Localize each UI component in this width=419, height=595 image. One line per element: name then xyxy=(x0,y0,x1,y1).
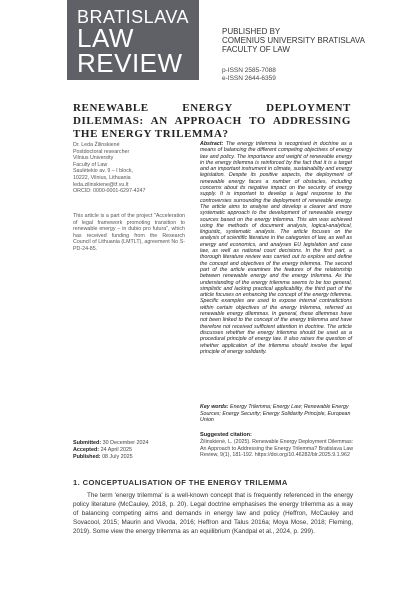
publisher-line: PUBLISHED BY xyxy=(222,27,281,36)
abstract xyxy=(200,141,352,355)
author-name: Dr. Leda Žilinskienė xyxy=(73,142,120,148)
accepted-date: 24 April 2025 xyxy=(100,447,133,453)
logo-line-bratislava: BRATISLAVA xyxy=(77,7,190,27)
author-email-link[interactable]: leda.zilinskiene@tf.vu.lt xyxy=(73,181,129,188)
author-city: 10222, Vilnius, Lithuania xyxy=(73,174,131,181)
author-orcid: ORCID: 0000-0001-6297-4247 xyxy=(73,188,146,195)
author-position: Postdoctoral researcher xyxy=(73,148,130,155)
accepted-date-row xyxy=(73,447,187,454)
article-title: RENEWABLE ENERGY DEPLOYMENT DILEMMAS: AN APPROACH TO ADDRESSING THE ENERGY TRILEMMA? xyxy=(73,102,351,140)
logo-line-review: REVIEW xyxy=(77,47,183,78)
published-date: 08 July 2025 xyxy=(102,454,133,460)
journal-logo xyxy=(67,0,199,80)
funding-note: This article is a part of the project "Acceleration of legal framework promoting transition to renewable energy – in dubio pro futura", which has received funding from the Research Council of Lithuania (LMTLT), agreement No S-PD-24-85. xyxy=(73,213,185,252)
keywords-label: Key words: xyxy=(200,404,229,410)
accepted-label: Accepted: xyxy=(73,447,100,453)
abstract-label: Abstract: xyxy=(200,141,224,147)
author-university: Vilnius University xyxy=(73,155,114,162)
submitted-date: 30 December 2024 xyxy=(102,440,149,446)
submitted-date-row xyxy=(73,440,187,447)
electronic-issn: e-ISSN 2644-6359 xyxy=(222,75,276,82)
article-dates xyxy=(73,440,187,461)
author-info xyxy=(73,142,187,195)
publisher-line: COMENIUS UNIVERSITY BRATISLAVA xyxy=(222,36,365,45)
suggested-citation: Žilinskienė, L. (2025). Renewable Energy Deployment Dilemmas: An Approach to Addressing the Energy Trilemma? Bratislava Law Review, 9(1), 181-192. https://doi.org/10.46282/blr.2025.9.1.962 xyxy=(200,439,354,458)
keywords xyxy=(200,404,352,424)
section-body: The term 'energy trilemma' is a well-known concept that is frequently referenced in the energy policy literature (McCauley, 2018, p. 20). Legal doctrine emphasises the energy trilemma as a way of balancing competing aims and demands in energy law and policy (Heffron, McCauley and Sovacool, 2015; Maurin and Vivoda, 2016; Heffron and Talus 2016a; Moya Mose, 2018; Fleming, 2019). Some view the energy trilemma as an equilibrium (Kandpal et al., 2024, p. 299). xyxy=(73,492,353,535)
submitted-label: Submitted: xyxy=(73,440,102,446)
abstract-text: The energy trilemma is recognised in doctrine as a means of balancing the different competing objectives of energy law and policy. The importance and weight of renewable energy in the energy trilemma is reinforced by the fact that it is a target and an important instrument in climate, sustainability and energy legislation. Despite its positive aspects, the deployment of renewable energy faces a number of obstacles, including concerns about its negative impact on the security of energy supply. It is important to develop a legal response to the controversies surrounding the deployment of renewable energy. The article aims to analyse and develop a clearer and more systematic approach to the development of renewable energy sources based on the energy trilemma. This aim was achieved using the methods of document analysis, logical-analytical, linguistic, systematic analysis. The article focuses on the analysis of scientific literature in the categories of law, as well as energy and economics, and analyses EU legislation and case law, as well as national court decisions. In the first part, a thorough literature review was carried out to explore and define the concept and objectives of the energy trilemma. The second part of the article examines the features of the relationship between renewable energy and the energy trilemma. As the understanding of the energy trilemma seems to be too general, simplistic and lacking practical applicability, the third part of the article focuses on enhancing the concept of the energy trilemma. Specific examples are used to expose internal contradictions within certain objectives of the energy trilemma, referred as renewable energy dilemmas. In general, these dilemmas have not been linked to the concept of the energy trilemma and have therefore not received sufficient attention in doctrine. The article discusses whether the energy trilemma should be used as a procedural principle of energy law. It also raises the question of whether application of the trilemma should involve the legal principle of energy solidarity. xyxy=(200,141,352,355)
published-label: Published: xyxy=(73,454,101,460)
publisher-line: FACULTY OF LAW xyxy=(222,45,290,54)
citation-label: Suggested citation: xyxy=(200,432,252,438)
section-heading: 1. CONCEPTUALISATION OF THE ENERGY TRILEMMA xyxy=(73,478,288,487)
logo-line-law: LAW xyxy=(77,23,134,53)
author-faculty: Faculty of Law xyxy=(73,161,108,168)
issn-info xyxy=(222,67,276,83)
publisher-info xyxy=(222,27,365,54)
published-date-row xyxy=(73,454,187,461)
author-street: Saulėtekio av. 9 – I block, xyxy=(73,168,133,175)
print-issn: p-ISSN 2585-7088 xyxy=(222,67,276,74)
keywords-text: Energy Trilemma; Energy Law; Renewable Energy Sources; Energy Security; Energy Solidarity Principle, European Union xyxy=(200,404,351,423)
